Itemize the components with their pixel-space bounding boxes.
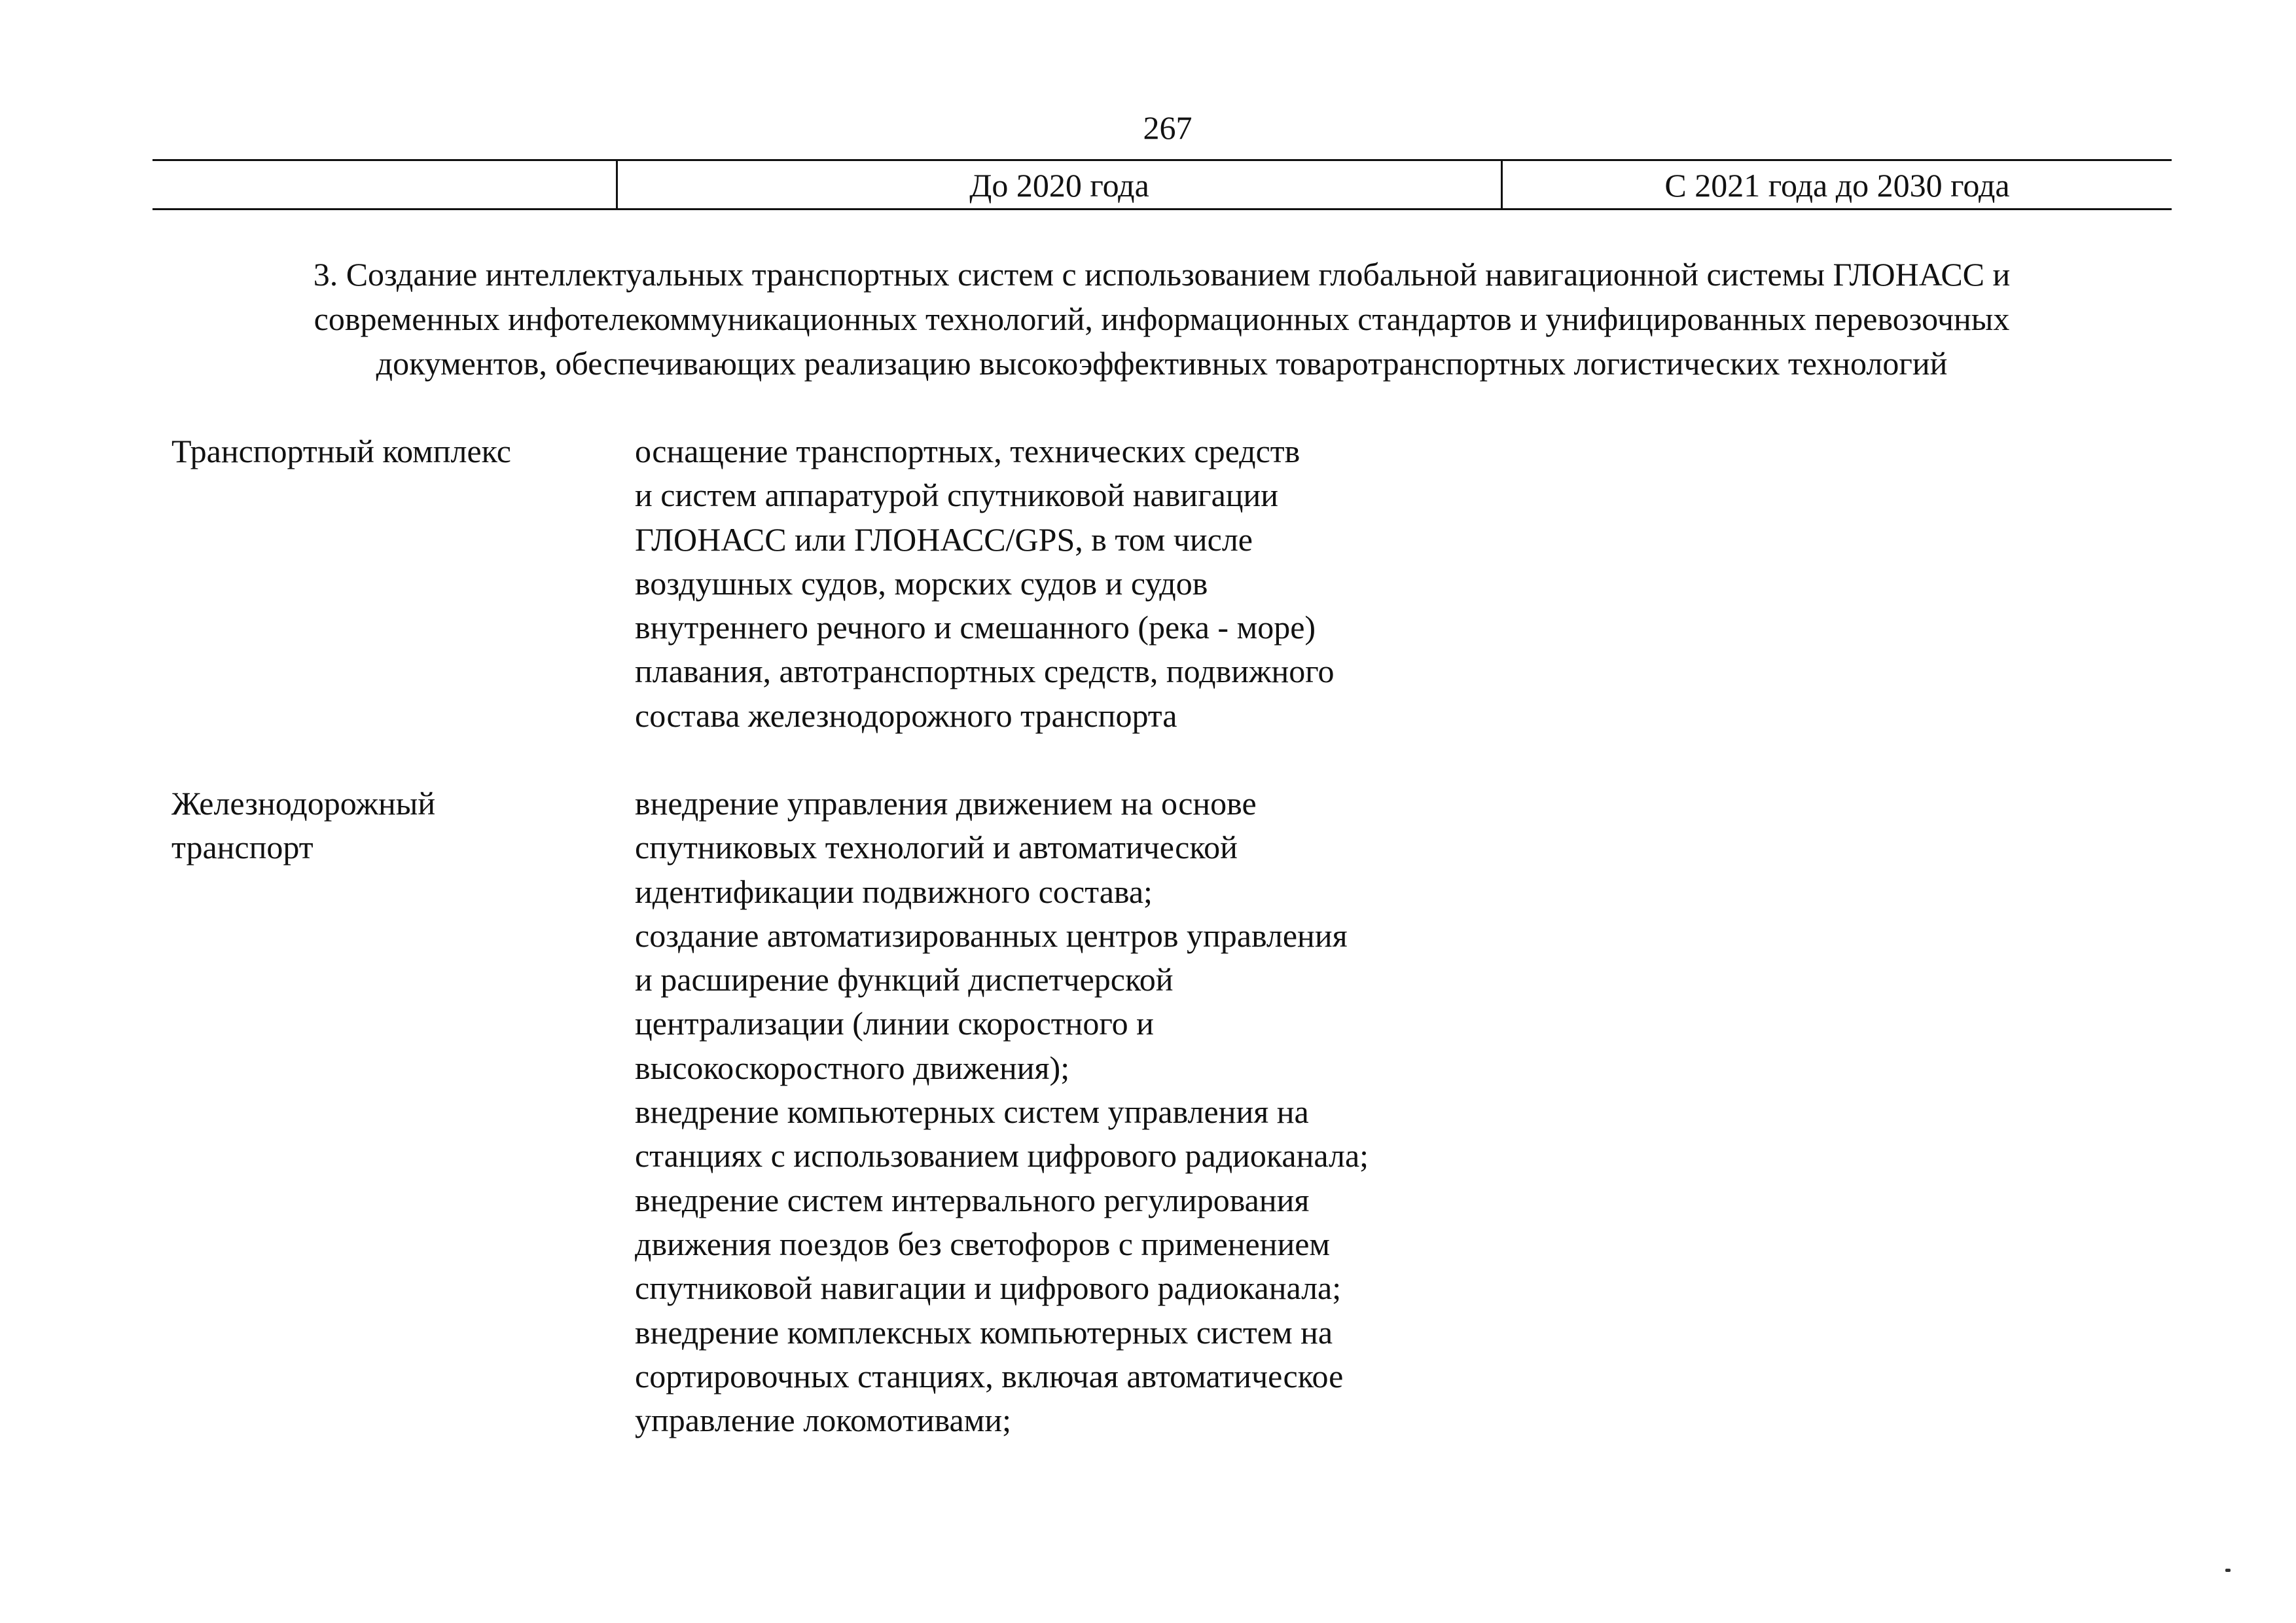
row-text-line: станциях с использованием цифрового радиоканала; [635,1137,1369,1175]
row-text-line: высокоскоростного движения); [635,1049,1070,1086]
section-title-line: 3. Создание интеллектуальных транспортных систем с использованием глобальной навигационной системы ГЛОНАСС и [313,256,2011,293]
row-text-line: управление локомотивами; [635,1402,1012,1439]
section-title-line: документов, обеспечивающих реализацию высокоэффективных товаротранспортных логистических технологий [376,345,1948,382]
row-text-line: спутниковых технологий и автоматической [635,829,1238,866]
row-label-line: Железнодорожный [171,785,436,822]
row-label-transport-complex [171,429,617,473]
row-text-line: движения поездов без светофоров с применением [635,1225,1331,1262]
row-text-line: внедрение управления движением на основе [635,785,1257,822]
row-text-line: сортировочных станциях, включая автоматическое [635,1357,1344,1395]
header-cell-empty [152,161,616,208]
row-text-line: плавания, автотранспортных средств, подвижного [635,653,1335,690]
row-text-line: спутниковой навигации и цифрового радиоканала; [635,1269,1342,1307]
row-text-line: идентификации подвижного состава; [635,873,1153,910]
row-text-line: оснащение транспортных, технических средств [635,433,1300,469]
row-label-line: Транспортный комплекс [171,433,511,469]
section-title [157,252,2166,386]
header-cell-2021-2030: С 2021 года до 2030 года [1501,161,2172,208]
row-text-line: централизации (линии скоростного и [635,1005,1154,1042]
scan-speck [2225,1569,2231,1572]
row-text-line: и систем аппаратурой спутниковой навигации [635,477,1279,514]
row-text-line: состава железнодорожного транспорта [635,697,1177,734]
row-text-line: внедрение компьютерных систем управления на [635,1093,1309,1131]
row-text-line: воздушных судов, морских судов и судов [635,564,1208,602]
row-label-railway-transport [171,782,617,869]
row-text-line: ГЛОНАСС или ГЛОНАСС/GPS, в том числе [635,520,1253,558]
row-text-line: создание автоматизированных центров управления [635,917,1348,954]
row-text-line: внедрение комплексных компьютерных систем на [635,1313,1333,1351]
section-title-line: современных инфотелекоммуникационных технологий, информационных стандартов и унифицированных перевозочных [314,301,2010,337]
row-label-line: транспорт [171,829,314,866]
row-text-railway-transport [635,782,1551,1442]
row-text-line: и расширение функций диспетчерской [635,961,1174,998]
row-text-line: внедрение систем интервального регулирования [635,1181,1310,1218]
page-number: 267 [1143,109,1193,146]
header-table [152,159,2172,210]
row-text-transport-complex [635,429,1551,738]
header-cell-until-2020: До 2020 года [616,161,1501,208]
row-text-line: внутреннего речного и смешанного (река - море) [635,609,1316,646]
